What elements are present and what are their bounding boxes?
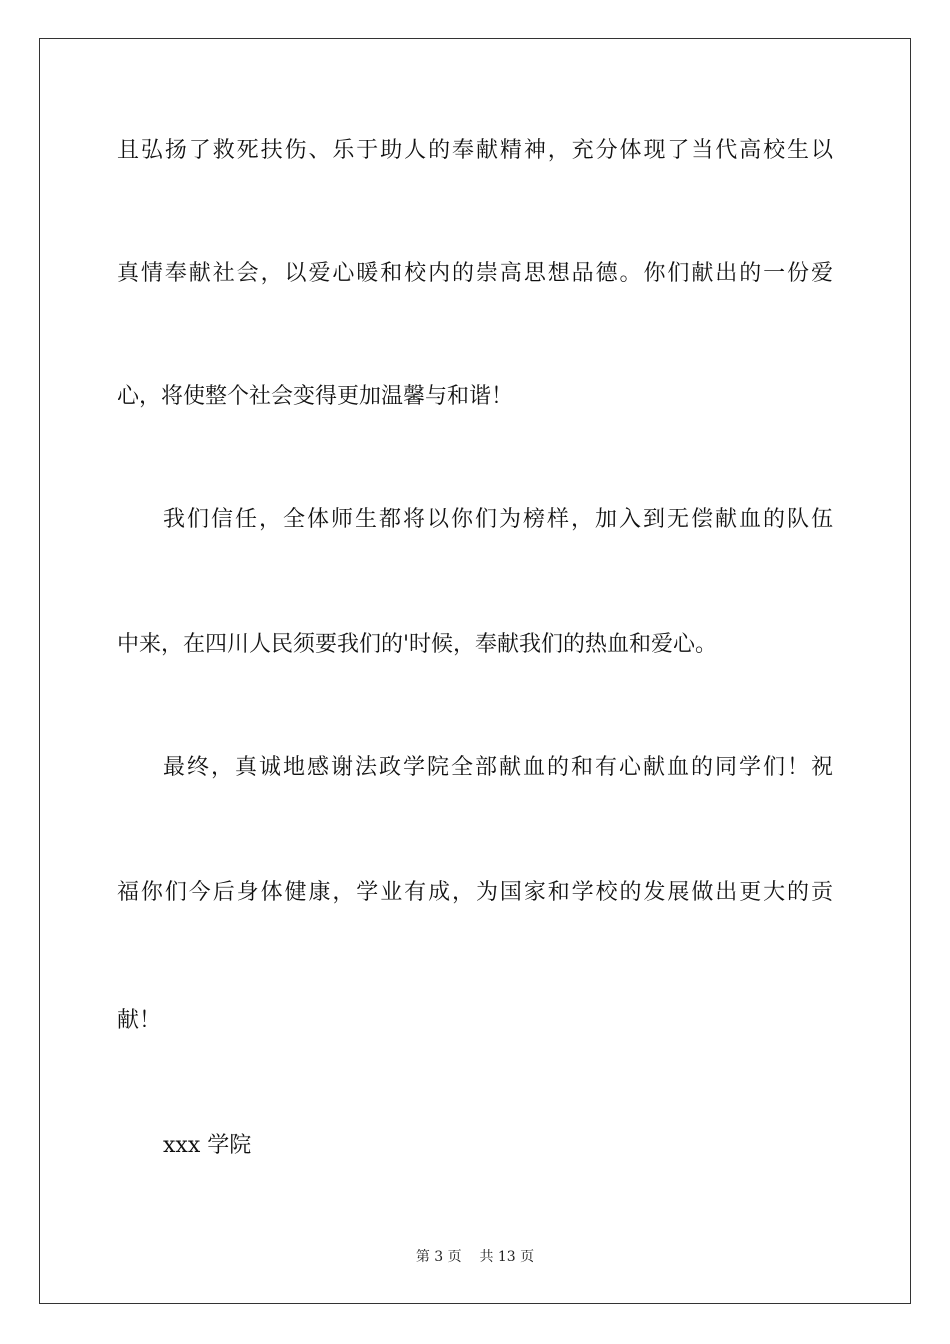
body-line-5: 中来，在四川人民须要我们的'时候，奉献我们的热血和爱心。 <box>117 632 718 657</box>
body-line-6: 最终，真诚地感谢法政学院全部献血的和有心献血的同学们！祝 <box>163 755 833 780</box>
body-line-3: 心，将使整个社会变得更加温馨与和谐！ <box>117 384 514 409</box>
body-line-1: 且弘扬了救死扶伤、乐于助人的奉献精神，充分体现了当代高校生以 <box>117 138 833 163</box>
page-number: 第 3 页 <box>415 1249 462 1265</box>
signature-line: xxx 学院 <box>163 1133 252 1158</box>
body-line-7: 福你们今后身体健康，学业有成，为国家和学校的发展做出更大的贡 <box>117 880 833 905</box>
body-line-8: 献！ <box>117 1008 162 1033</box>
page-footer <box>0 1247 950 1267</box>
page-total: 共 13 页 <box>479 1249 535 1265</box>
body-line-2: 真情奉献社会，以爱心暖和校内的崇高思想品德。你们献出的一份爱 <box>117 261 833 286</box>
page-frame <box>39 38 911 1304</box>
body-line-4: 我们信任，全体师生都将以你们为榜样，加入到无偿献血的队伍 <box>163 507 833 532</box>
